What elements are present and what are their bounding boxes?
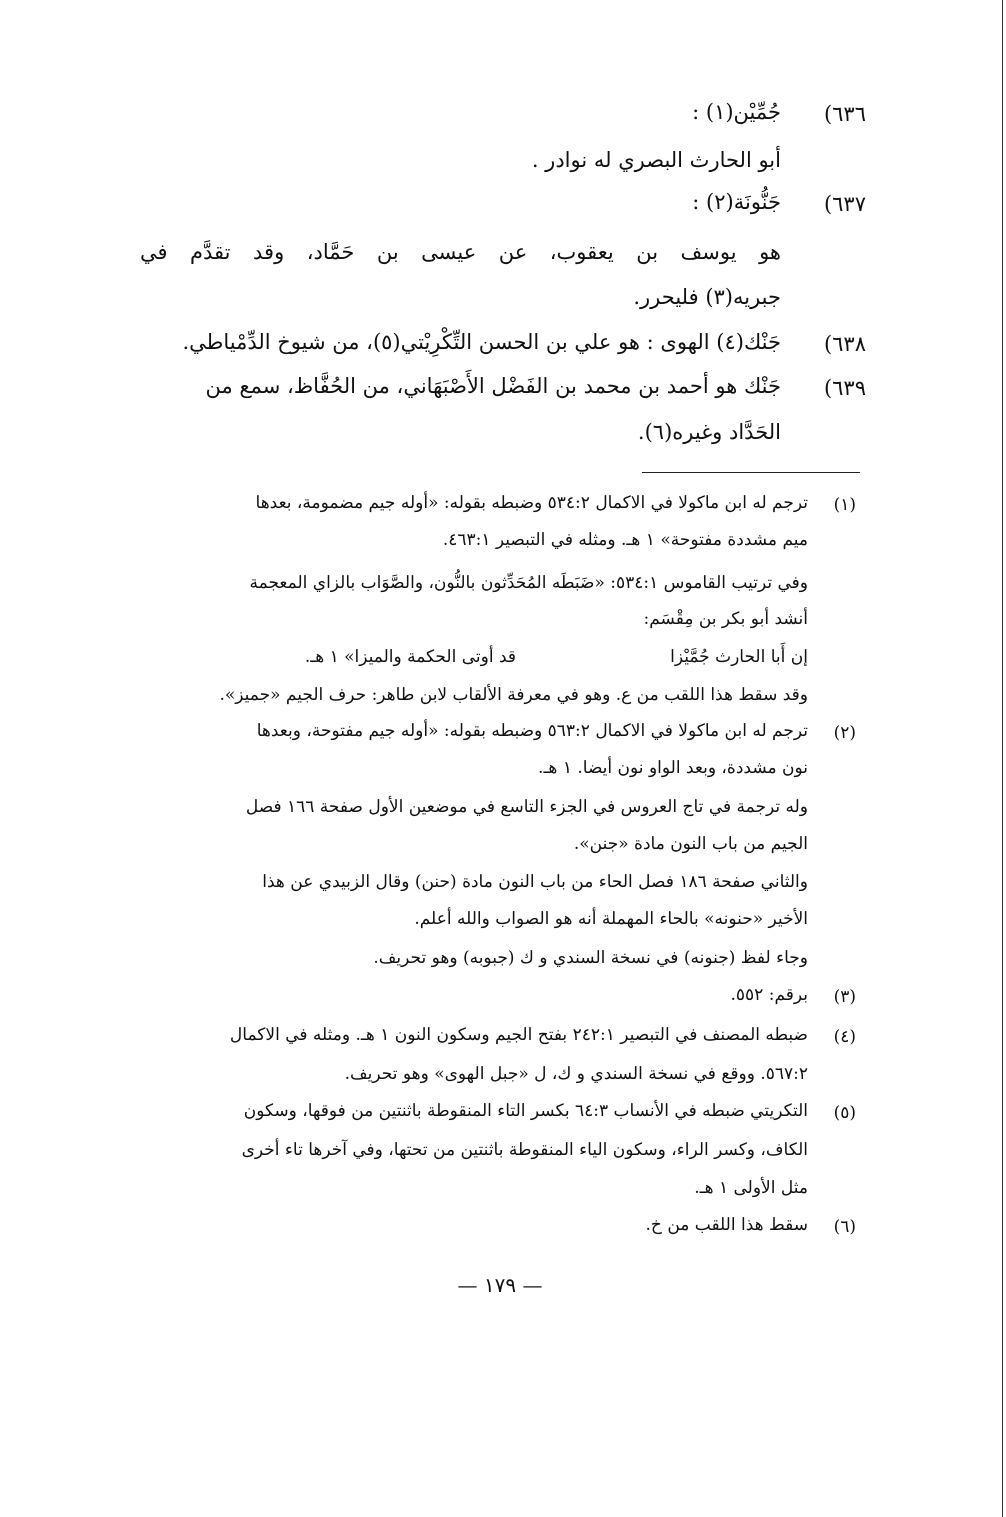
footnote-line: الأخير «حنونه» بالحاء المهملة أنه هو الصواب والله أعلم. bbox=[414, 909, 808, 929]
verse-hemistich-left: قد أوتى الحكمة والميزا» ١ هـ. bbox=[304, 647, 516, 667]
footnote-line: والثاني صفحة ١٨٦ فصل الحاء من باب النون مادة (حنن) وقال الزبيدي عن هذا bbox=[262, 872, 808, 892]
entry-heading: جَنُّونَة(٢) : bbox=[692, 190, 781, 214]
entry-heading: جُمِّيْن(١) : bbox=[692, 100, 781, 124]
footnote-number: (٥) bbox=[833, 1103, 856, 1123]
footnote-line: ضبطه المصنف في التبصير ٢٤٢:١ بفتح الجيم وسكون النون ١ هـ. ومثله في الاكمال bbox=[229, 1025, 808, 1045]
page-edge-line bbox=[1002, 0, 1003, 1517]
footnote-line: ٥٦٧:٢. ووقع في نسخة السندي و ك، ل «جبل الهوى» وهو تحريف. bbox=[344, 1064, 808, 1084]
footnote-line: وجاء لفظ (جنونه) في نسخة السندي و ك (جبوبه) وهو تحريف. bbox=[373, 948, 808, 968]
footnote-number: (٣) bbox=[833, 987, 856, 1007]
footnote-line: برقم: ٥٥٢. bbox=[730, 985, 808, 1005]
footnote-line: ميم مشددة مفتوحة» ١ هـ. ومثله في التبصير ٤٦٣:١. bbox=[442, 530, 808, 550]
page-number: — ١٧٩ — bbox=[457, 1273, 543, 1297]
footnote-line: سقط هذا اللقب من خ. bbox=[645, 1215, 808, 1235]
entry-number: (٦٣٩ bbox=[823, 376, 866, 400]
footnote-number: (٤) bbox=[833, 1027, 856, 1047]
verse-hemistich-right: إن أَبا الحارث جُمَّيْزا bbox=[670, 647, 808, 667]
entry-number: (٦٣٧ bbox=[823, 192, 866, 216]
footnote-number: (٦) bbox=[833, 1217, 856, 1237]
footnote-line: الكاف، وكسر الراء، وسكون الياء المنقوطة باثنتين من تحتها، وفي آخرها تاء أخرى bbox=[241, 1140, 808, 1160]
entry-text: هو يوسف بن يعقوب، عن عيسى بن حَمَّاد، وقد تقدَّم في bbox=[140, 240, 781, 264]
entry-text: أبو الحارث البصري له نوادر . bbox=[531, 148, 781, 172]
entry-text: الحَدَّاد وغيره(٦). bbox=[637, 420, 781, 444]
footnote-line: وقد سقط هذا اللقب من ع. وهو في معرفة الألقاب لابن طاهر: حرف الجيم «جميز». bbox=[219, 685, 808, 705]
footnote-line: التكريتي ضبطه في الأنساب ٦٤:٣ بكسر التاء المنقوطة باثنتين من فوقها، وسكون bbox=[243, 1101, 808, 1121]
footnote-line: أنشد أبو بكر بن مِقْسَم: bbox=[643, 609, 808, 629]
footnote-line: الجيم من باب النون مادة «جنن». bbox=[573, 834, 808, 854]
footnote-line: وله ترجمة في تاج العروس في الجزء التاسع في موضعين الأول صفحة ١٦٦ فصل bbox=[245, 797, 808, 817]
footnote-line: ترجم له ابن ماكولا في الاكمال ٥٣٤:٢ وضبطه بقوله: «أوله جيم مضمومة، بعدها bbox=[255, 493, 808, 513]
entry-text: جبريه(٣) فليحرر. bbox=[633, 285, 781, 309]
footnote-number: (٢) bbox=[833, 723, 856, 743]
entry-number: (٦٣٨ bbox=[823, 332, 866, 356]
entry-heading: جَنْك(٤) الهوى : هو علي بن الحسن التِّكْرِيْتي(٥)، من شيوخ الدِّمْياطي. bbox=[182, 330, 781, 354]
footnote-line: وفي ترتيب القاموس ٥٣٤:١: «ضَبَطَه المُحَدِّثون بالنُّون، والصَّوَاب بالزاي المعجمة bbox=[249, 573, 808, 593]
entry-heading: جَنْك هو أحمد بن محمد بن الفَضْل الأَصْبَهَاني، من الحُفَّاظ، سمع من bbox=[205, 374, 781, 398]
footnote-line: مثل الأولى ١ هـ. bbox=[694, 1178, 808, 1198]
footnote-line: ترجم له ابن ماكولا في الاكمال ٥٦٣:٢ وضبطه بقوله: «أوله جيم مفتوحة، وبعدها bbox=[256, 721, 808, 741]
entry-number: (٦٣٦ bbox=[823, 102, 866, 126]
footnote-divider bbox=[642, 472, 860, 473]
footnote-number: (١) bbox=[833, 495, 856, 515]
footnote-line: نون مشددة، وبعد الواو نون أيضا. ١ هـ. bbox=[538, 758, 808, 778]
